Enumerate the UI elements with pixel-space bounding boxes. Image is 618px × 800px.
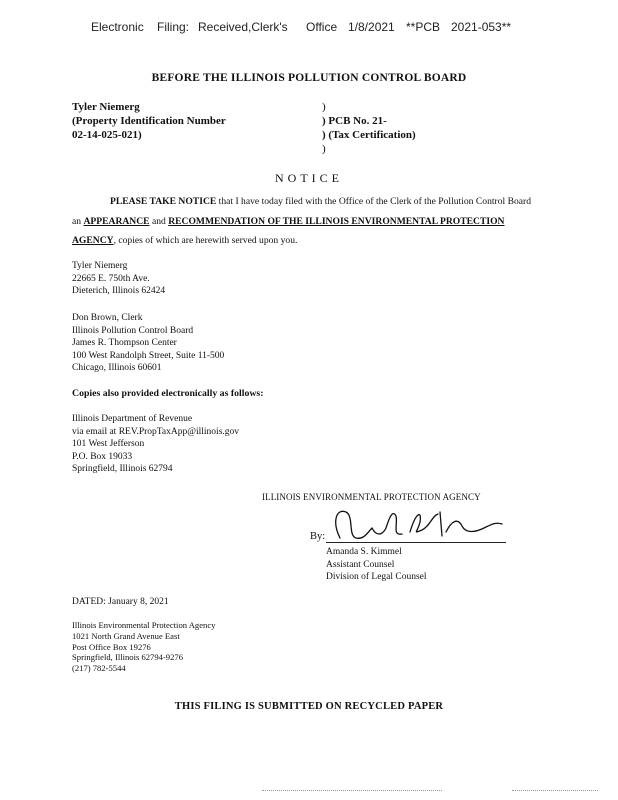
agency-address [72,620,215,674]
filing-stamp-docket: 2021-053** [451,20,512,34]
filing-stamp-word: Electronic [91,20,144,34]
recycled-paper-notice: THIS FILING IS SUBMITTED ON RECYCLED PAPER [174,701,444,712]
address-line: 22665 E. 750th Ave. [72,273,150,284]
caption-party-line: 02-14-025-021) [72,129,142,141]
recommendation-title: RECOMMENDATION OF THE ILLINOIS ENVIRONMENTAL PROTECTION AGENCY [72,215,505,246]
address-line: 1021 North Grand Avenue East [72,630,180,641]
signer-division: Division of Legal Counsel [326,572,427,583]
address-line: Illinois Environmental Protection Agency [72,620,216,630]
caption-case-type: ) (Tax Certification) [322,129,416,141]
notice-heading: NOTICE [275,171,343,185]
signature-by-label: By: [310,531,326,542]
address-line: 100 West Randolph Street, Suite 11-500 [72,350,225,361]
address-line: Springfield, Illinois 62794 [72,464,173,475]
filing-stamp-word: Office [306,20,338,34]
filing-stamp-date: 1/8/2021 [348,20,395,34]
signature-line [326,542,506,543]
caption-bracket: ) [322,101,326,113]
address-line: Illinois Pollution Control Board [72,325,194,336]
handwritten-signature [326,502,506,546]
address-line: Springfield, Illinois 62794-9276 [72,652,183,663]
filing-stamp-word: Filing: [157,20,190,34]
address-line: Chicago, Illinois 60601 [72,363,162,374]
notice-text: , copies of which are herewith served upon you. [113,235,298,246]
caption-party [72,100,226,142]
address-line: Tyler Niemerg [72,261,128,271]
signer-block [326,546,427,584]
signature-agency: ILLINOIS ENVIRONMENTAL PROTECTION AGENCY [262,492,481,502]
scan-artifact [512,790,598,792]
address-line: James R. Thompson Center [72,338,177,349]
address-line: 101 West Jefferson [72,439,145,450]
notice-body [72,192,542,251]
appearance-title: APPEARANCE [83,215,150,227]
caption-party-line: Tyler Niemerg [72,101,140,113]
notice-text: and [149,215,169,227]
address-line: via email at REV.PropTaxApp@illinois.gov [72,426,240,437]
dated-line: DATED: January 8, 2021 [72,597,169,607]
address-line: Don Brown, Clerk [72,313,143,323]
caption-case-number: ) PCB No. 21- [322,115,387,127]
address-line: (217) 782-5544 [72,663,126,674]
caption-brackets [322,100,416,156]
scan-artifact [262,790,442,792]
notice-lead: PLEASE TAKE NOTICE [110,196,217,207]
address-line: Dieterich, Illinois 62424 [72,286,166,297]
caption-bracket: ) [322,143,326,155]
address-line: Post Office Box 19276 [72,641,151,652]
copies-heading: Copies also provided electronically as follows: [72,388,264,399]
signer-title: Assistant Counsel [326,559,395,570]
service-address-revenue [72,413,239,476]
caption-party-line: (Property Identification Number [72,115,226,127]
address-line: P.O. Box 19033 [72,451,133,462]
service-address-niemerg [72,260,165,298]
address-line: Illinois Department of Revenue [72,414,193,424]
filing-stamp-word: Received,Clerk's [198,20,288,34]
notice-text: that I have today filed with the Office of the Clerk of the Pollution Control Board an [72,196,532,227]
board-title: BEFORE THE ILLINOIS POLLUTION CONTROL BOARD [151,72,467,84]
signer-name: Amanda S. Kimmel [326,547,402,557]
service-address-clerk [72,312,224,375]
filing-stamp-word: **PCB [406,20,441,34]
